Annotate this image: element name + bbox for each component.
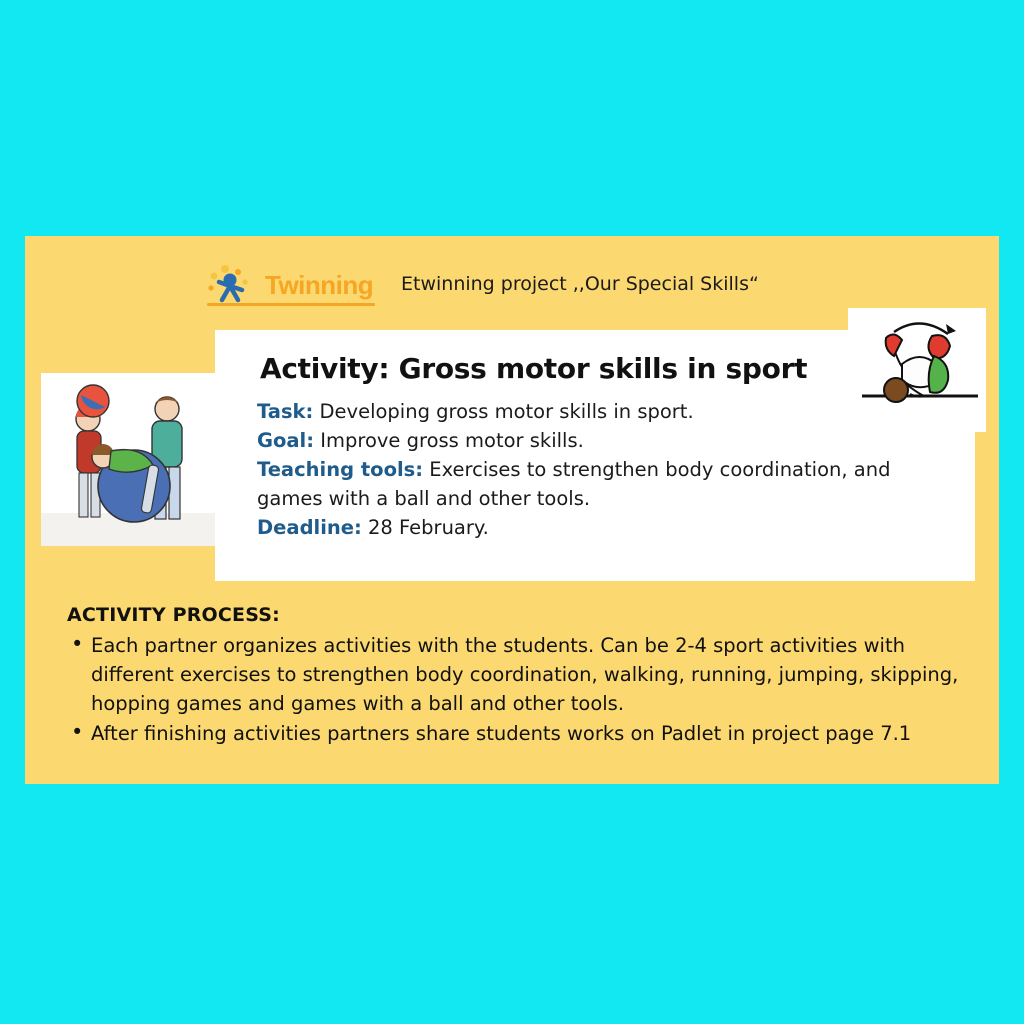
list-item: • Each partner organizes activities with the students. Can be 2-4 sport activities with different exercises to strengthen body coordination, walking, running, jumping, skipping, hopping games and games with a ball and other tools. xyxy=(67,631,977,718)
deadline-text: 28 February. xyxy=(361,516,489,539)
deadline-label: Deadline: xyxy=(257,516,362,539)
activity-process-heading: ACTIVITY PROCESS: xyxy=(67,604,280,626)
goal-text: Improve gross motor skills. xyxy=(314,429,584,452)
project-title: Etwinning project ,,Our Special Skills“ xyxy=(401,273,759,295)
children-exercising-photo xyxy=(41,373,216,546)
slide-header xyxy=(205,256,965,312)
detail-row-goal xyxy=(257,426,935,455)
slide-canvas xyxy=(25,236,999,784)
etwinning-logo-text: Twinning xyxy=(265,270,374,300)
activity-process-list xyxy=(67,631,977,748)
teaching-tools-text: Exercises to strengthen body coordination, and games with a ball and other tools. xyxy=(257,458,891,510)
teaching-tools-label: Teaching tools: xyxy=(257,458,424,481)
activity-title: Activity: Gross motor skills in sport xyxy=(260,352,808,385)
detail-row-deadline xyxy=(257,513,935,542)
task-text: Developing gross motor skills in sport. xyxy=(313,400,694,423)
etwinning-logo-icon xyxy=(205,260,265,308)
activity-process-section xyxy=(67,604,977,749)
etwinning-logo xyxy=(205,260,377,308)
logo-underline xyxy=(207,303,375,306)
list-item: • After finishing activities partners share students works on Padlet in project page 7.1 xyxy=(67,719,977,748)
detail-row-teaching-tools xyxy=(257,455,935,513)
detail-row-task xyxy=(257,397,935,426)
task-label: Task: xyxy=(257,400,314,423)
goal-label: Goal: xyxy=(257,429,315,452)
gymnast-illustration xyxy=(848,308,986,432)
